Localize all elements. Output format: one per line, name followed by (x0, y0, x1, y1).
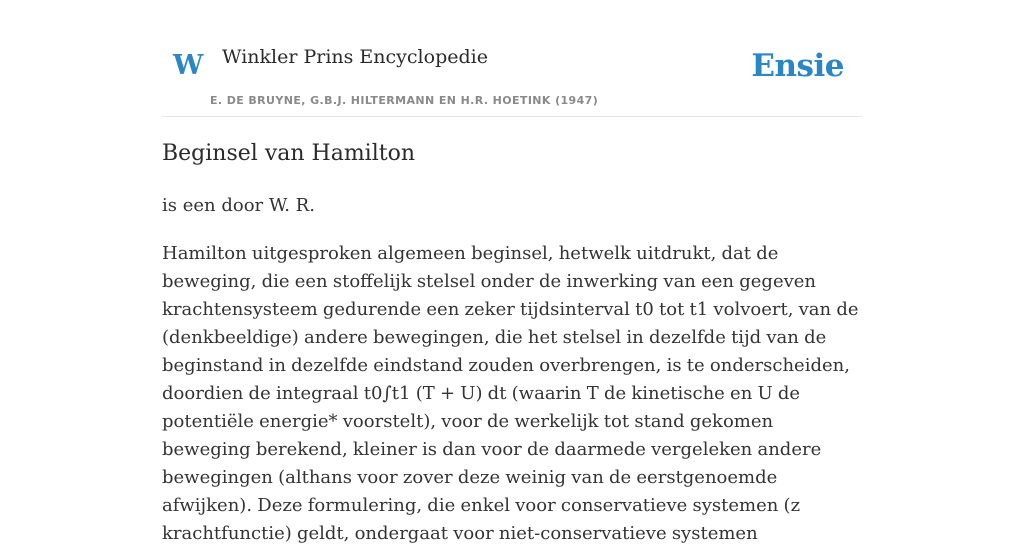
page (162, 0, 862, 544)
ensie-logo[interactable]: Ensie (751, 48, 844, 84)
site-header (162, 0, 862, 117)
winkler-prins-logo[interactable]: W (173, 50, 204, 81)
article-lead: is een door W. R. (162, 195, 315, 216)
site-title[interactable]: Winkler Prins Encyclopedie (222, 46, 488, 68)
article-title: Beginsel van Hamilton (162, 141, 416, 166)
article-body: Hamilton uitgesproken algemeen beginsel, hetwelk uitdrukt, dat de beweging, die een stoffelijk stelsel onder de inwerking van een gegeven krachtensysteem gedurende een zeker tijdsinterval t0 tot t1 volvoert, van de (denkbeeldige) andere bewegingen, die het stelsel in dezelfde tijd van de beginstand in dezelfde eindstand zouden overbrengen, is te onderscheiden, doordien de integraal t0∫t1 (T + U) dt (waarin T de kinetische en U de potentiële energie* voorstelt), voor de werkelijk tot stand gekomen beweging berekend, kleiner is dan voor de daarmede vergeleken andere bewegingen (althans voor zover deze weinig van de eerstgenoemde afwijken). Deze formulering, die enkel voor conservatieve systemen (z krachtfunctie) geldt, ondergaat voor niet-conservatieve systemen (162, 243, 859, 544)
authors-line: E. DE BRUYNE, G.B.J. HILTERMANN EN H.R. HOETINK (1947) (210, 94, 599, 107)
